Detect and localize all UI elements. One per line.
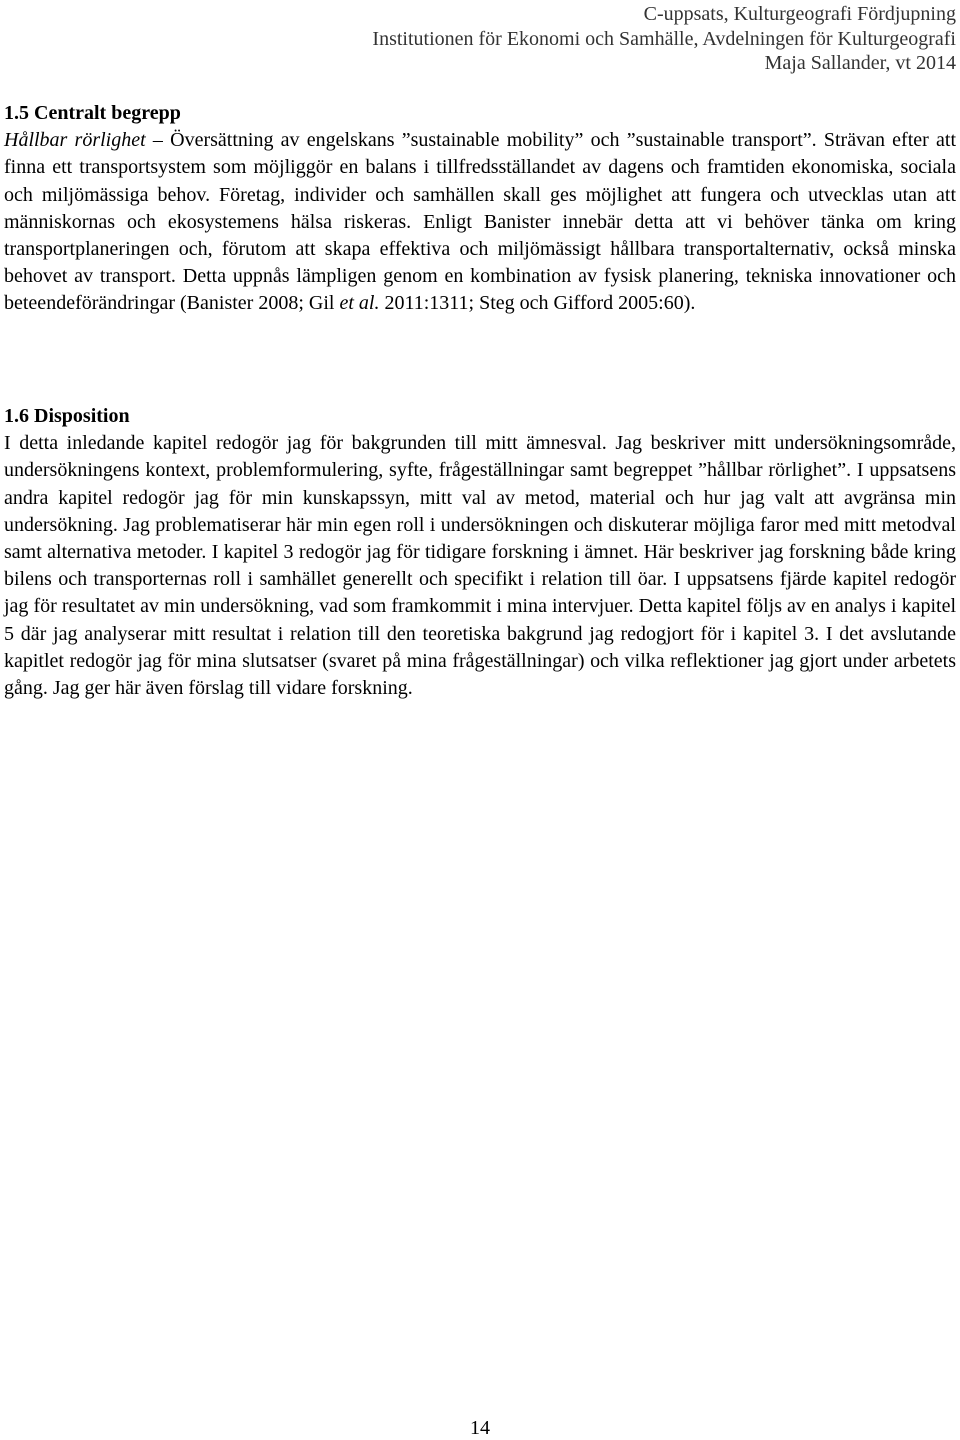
- header-course-line: C-uppsats, Kulturgeografi Fördjupning: [643, 3, 956, 25]
- sentence: Jag problematiserar här min egen roll i undersökningen och diskuterar möjliga faror med mitt metodval samt alternativa metoder.: [4, 513, 956, 564]
- paragraph-definition: [4, 127, 956, 317]
- sentence: Enligt Banister innebär detta att vi behöver tänka om kring transportplaneringen och, förutom att skapa effektiva och miljömässigt hållbara transportalternativ, också minska behovet av transport.: [4, 210, 957, 288]
- header-department-line: Institutionen för Ekonomi och Samhälle, Avdelningen för Kulturgeografi: [372, 27, 956, 50]
- section-disposition: [4, 403, 956, 702]
- running-header: [372, 2, 956, 76]
- sentence: I det avslutande kapitlet redogör jag för mina slutsatser (svaret på mina frågeställningar) och vilka reflektioner jag gjort under arbetets gång.: [4, 622, 956, 700]
- page-number: 14: [470, 1417, 490, 1439]
- sentence: I uppsatsens fjärde kapitel redogör jag för resultatet av min undersökning, vad som framkommit i mina intervjuer.: [4, 568, 956, 618]
- sentence: I detta inledande kapitel redogör jag för bakgrunden till mitt ämnesval.: [4, 432, 607, 455]
- sentence: Jag ger här även förslag till vidare forskning.: [47, 677, 413, 700]
- sentence: I uppsatsens andra kapitel redogör jag för min kunskapssyn, mitt val av metod, material och hur jag valt att avgränsa min undersökning.: [4, 459, 956, 536]
- paragraph-disposition: [4, 430, 956, 702]
- sentence: Detta uppnås lämpligen genom en kombination av fysisk planering, tekniska innovationer och beteendeförändringar (Banister 2008; Gil: [4, 265, 956, 315]
- sentence: 2011:1311; Steg och Gifford 2005:60).: [379, 292, 696, 315]
- section-heading: 1.5 Centralt begrepp: [4, 102, 181, 124]
- section-heading: 1.6 Disposition: [4, 405, 130, 427]
- term-sustainable-mobility: Hållbar rörlighet: [4, 129, 146, 152]
- header-author-line: Maja Sallander, vt 2014: [764, 52, 956, 74]
- sentence: Här beskriver jag forskning både kring bilens och transporternas roll i samhället generellt och specifikt i relation till öar.: [4, 541, 957, 591]
- sentence: Detta kapitel följs av en analys i kapitel 5 där jag analyserar mitt resultat i relation till den teoretiska bakgrund jag redogjort för i kapitel 3.: [4, 595, 956, 645]
- citation-et-al: et al.: [339, 292, 380, 315]
- sentence: Jag beskriver mitt undersökningsområde, undersökningens kontext, problemformulering, syfte, frågeställningar samt begreppet ”hållbar rörlighet”.: [4, 432, 957, 482]
- sentence: I kapitel 3 redogör jag för tidigare forskning i ämnet.: [206, 541, 639, 564]
- section-central-concept: [4, 100, 956, 318]
- sentence: – Översättning av engelskans ”sustainable mobility” och ”sustainable transport”. Strävan efter att finna ett transportsystem som möjliggör en balans i tillfredsställandet av dagens och framtiden ekonomiska, sociala och miljömässiga behov.: [4, 129, 957, 206]
- sentence: Företag, individer och samhällen skall ges möjlighet att fungera och utvecklas utan att människornas och ekosystemens hälsa riskeras.: [4, 183, 957, 233]
